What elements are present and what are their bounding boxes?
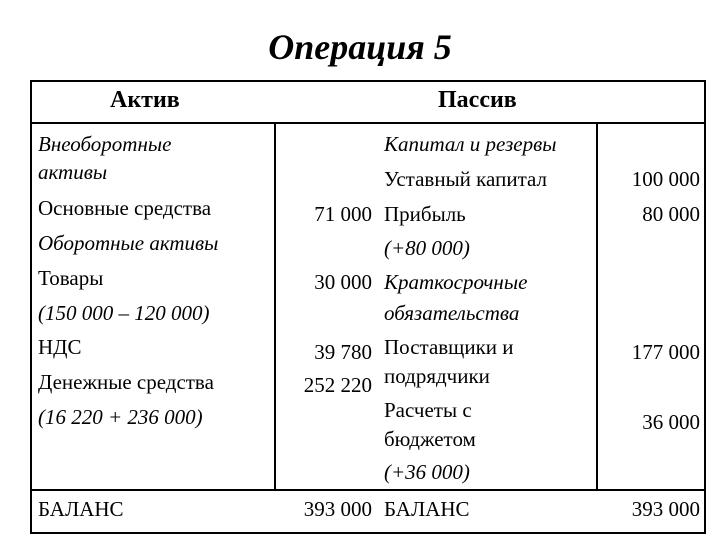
active-item-cash-calc: (16 220 + 236 000) (38, 405, 203, 429)
active-value-fixed-assets: 71 000 (314, 202, 372, 226)
passive-item-capital-reserves: Капитал и резервы (384, 132, 557, 156)
active-item-vat: НДС (38, 335, 82, 359)
header-divider (30, 122, 706, 124)
passive-item-short-term: Краткосрочные (384, 270, 528, 294)
passive-item-profit: Прибыль (384, 202, 466, 226)
passive-balance-value: 393 000 (631, 497, 700, 521)
passive-header: Пассив (438, 87, 517, 113)
passive-item-suppliers: Поставщики и (384, 335, 514, 359)
passive-balance-label: БАЛАНС (384, 497, 470, 521)
passive-value-suppliers: 177 000 (631, 340, 700, 364)
passive-value-profit: 80 000 (642, 202, 700, 226)
passive-item-budget-settlements: Расчеты с (384, 398, 472, 422)
passive-item-budget: бюджетом (384, 427, 476, 451)
passive-item-authorized-capital: Уставный капитал (384, 167, 547, 191)
passive-item-profit-calc: (+80 000) (384, 236, 470, 260)
active-item-noncurrent: Внеоборотные (38, 132, 172, 156)
passive-item-budget-calc: (+36 000) (384, 460, 470, 484)
active-value-cash: 252 220 (303, 373, 372, 397)
active-item-cash: Денежные средства (38, 370, 214, 394)
balance-divider (30, 489, 706, 491)
passive-value-budget: 36 000 (642, 410, 700, 434)
active-item-current: Оборотные активы (38, 231, 219, 255)
active-header: Актив (110, 87, 180, 113)
active-item-fixed-assets: Основные средства (38, 196, 212, 220)
active-item-goods-calc: (150 000 – 120 000) (38, 301, 210, 325)
active-balance-label: БАЛАНС (38, 497, 124, 521)
passive-value-authorized-capital: 100 000 (631, 167, 700, 191)
active-item-goods: Товары (38, 266, 104, 290)
active-value-goods: 30 000 (314, 270, 372, 294)
active-values-divider (274, 122, 276, 491)
active-value-vat: 39 780 (314, 340, 372, 364)
passive-item-contractors: подрядчики (384, 364, 490, 388)
active-balance-value: 393 000 (303, 497, 372, 521)
passive-item-liabilities: обязательства (384, 301, 520, 325)
active-item-noncurrent-2: активы (38, 160, 108, 184)
page-title: Операция 5 (268, 27, 452, 67)
